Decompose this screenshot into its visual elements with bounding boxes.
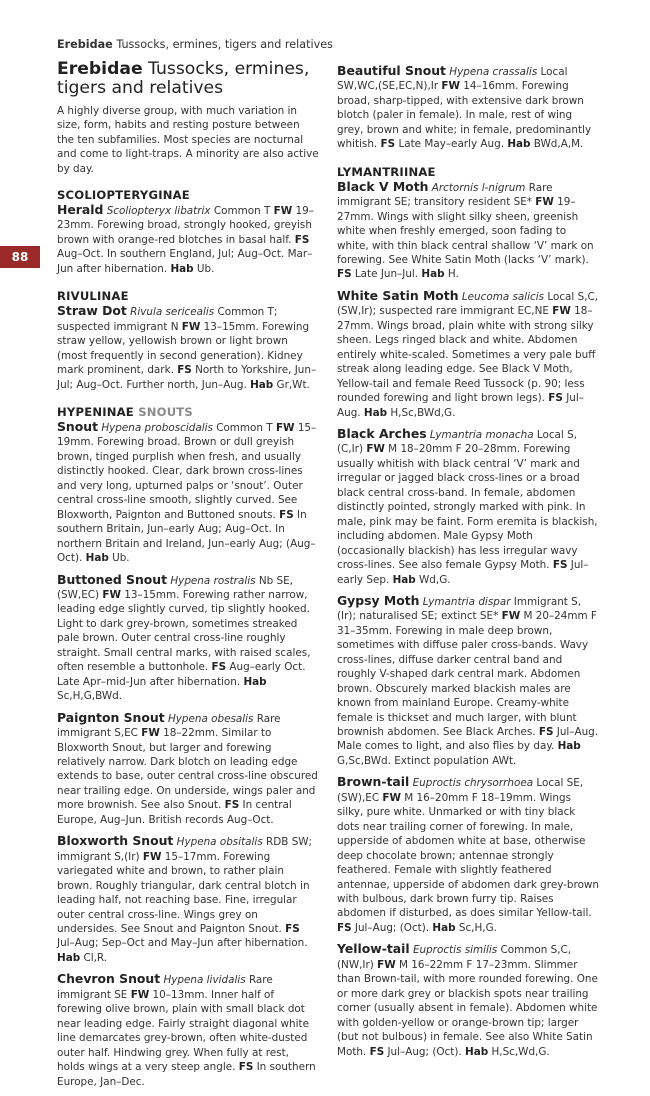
subfamily-heading: RIVULINAE bbox=[57, 289, 129, 304]
subfamily-heading: HYPENINAE SNOUTS bbox=[57, 405, 193, 420]
species-entry-bloxworth-snout: Bloxworth Snout Hypena obsitalis RDB SW; immigrant S,(Ir) FW 15–17mm. Forewing variegated white and brown, to rather plain brown. Roughly triangular, dark central blotch in leading half, not reaching base. Fine, irregular outer central cross-line. Wings grey on undersides. See Snout and Paignton Snout. FS Jul–Aug; Sep–Oct and May–Jun after hibernation. Hab Cl,R. bbox=[57, 833, 313, 964]
running-head: Erebidae Tussocks, ermines, tigers and relatives bbox=[57, 38, 333, 51]
subfamily-heading: SCOLIOPTERYGINAE bbox=[57, 188, 190, 203]
species-entry-gypsy-moth: Gypsy Moth Lymantria dispar Immigrant S,(Ir); naturalised SE; extinct SE* FW M 20–24mm F 31–35mm. Forewing in male deep brown, sometimes with diffuse paler cross-bands. Wavy cross-lines, diffuse darker central band and roughly V-shaped dark central mark. Abdomen brown. Obscurely marked blackish males are known from mainland Europe. Creamy-white female is thickset and much larger, with blunt brownish abdomen. See Black Arches. FS Jul–Aug. Male comes to light, and also flies by day. Hab G,Sc,BWd. Extinct population AWt. bbox=[337, 592, 599, 767]
species-entry-paignton-snout: Paignton Snout Hypena obesalis Rare immigrant S,EC FW 18–22mm. Similar to Bloxworth Snout, but larger and forewing relatively narrow. Dark blotch on leading edge extends to base, outer central cross-line obscured near trailing edge. On underside, wings paler and more brownish. See also Snout. FS In central Europe, Aug–Jun. British records Aug–Oct. bbox=[57, 709, 318, 826]
species-entry-buttoned-snout: Buttoned Snout Hypena rostralis Nb SE,(SW,EC) FW 13–15mm. Forewing rather narrow, leading edge slightly curved, tip slightly hooked. Light to dark grey-brown, sometimes streaked pale brown. Outer central cross-line roughly straight. Small central marks, with raised scales, often resemble a buttonhole. FS Aug–early Oct. Late Apr–mid-Jun after hibernation. Hab Sc,H,G,BWd. bbox=[57, 571, 311, 703]
section-intro: A highly diverse group, with much variation in size, form, habits and resting posture between the ten subfamilies. Most species are nocturnal and come to light-traps. A minority are also active by day. bbox=[57, 105, 319, 175]
species-entry-black-v-moth: Black V Moth Arctornis l-nigrum Rare immigrant SE; transitory resident SE* FW 19–27mm. Wings with slight silky sheen, greenish white when freshly emerged, soon fading to white, with thin black central shallow ‘V’ mark on forewing. See White Satin Moth (lacks ‘V’ mark). FS Late Jun–Jul. Hab H. bbox=[337, 178, 594, 281]
page-number-tab: 88 bbox=[0, 246, 40, 268]
species-entry-snout: Snout Hypena proboscidalis Common T FW 15–19mm. Forewing broad. Brown or dull greyish brown, tinged purplish when fresh, and usually distinctly hooked. Clear, dark brown cross-lines and very long, upturned palps or ‘snout’. Outer central cross-line smooth, slightly curved. See Bloxworth, Paignton and Buttoned snouts. FS In southern Britain, Jun–early Aug; Aug–Oct. In northern Britain and Ireland, Jun–early Aug; (Aug–Oct). Hab Ub. bbox=[57, 419, 317, 565]
species-entry-yellow-tail: Yellow-tail Euproctis similis Common S,C,(NW,Ir) FW M 16–22mm F 17–23mm. Slimmer than Brown-tail, with more rounded forewing. One or more dark grey or blackish spots near trailing corner (usually absent in female). Abdomen white with golden-yellow or orange-brown tip; larger (but not bulbous) in female. See also White Satin Moth. FS Jul–Aug; (Oct). Hab H,Sc,Wd,G. bbox=[337, 941, 598, 1058]
species-entry-white-satin-moth: White Satin Moth Leucoma salicis Local S,C,(SW,Ir); suspected rare immigrant EC,NE FW 18–27mm. Wings broad, plain white with strong silky sheen. Legs ringed black and white. Abdomen entirely white-scaled. Sometimes a very pale buff streak along leading edge. See Black V Moth, Yellow-tail and female Reed Tussock (p. 90; less rounded forewing and light brown legs). FS Jul–Aug. Hab H,Sc,BWd,G. bbox=[337, 287, 599, 419]
section-title: Erebidae Tussocks, ermines, tigers and relatives bbox=[57, 59, 310, 98]
species-entry-chevron-snout: Chevron Snout Hypena lividalis Rare immigrant SE FW 10–13mm. Inner half of forewing olive brown, plain with small black dot near leading edge. Fairly straight diagonal white line demarcates grey-brown, often white-dusted outer half. Hindwing grey. When fully at rest, holds wings at a very steep angle. FS In southern Europe, Jan–Dec. bbox=[57, 971, 316, 1088]
right-column bbox=[337, 64, 599, 1066]
species-entry-black-arches: Black Arches Lymantria monacha Local S,(C,Ir) FW M 18–20mm F 20–28mm. Forewing usually whitish with black central ‘V’ mark and irregular or jagged black cross-lines or a broad black central cross-band. In female, abdomen distinctly pointed, strongly marked with pink. In male, pink may be faint. Form eremita is blackish, including abdomen. Male Gypsy Moth (occasionally blackish) has less irregular wavy cross-lines. See also female Gypsy Moth. FS Jul–early Sep. Hab Wd,G. bbox=[337, 425, 598, 586]
subfamily-heading: LYMANTRIINAE bbox=[337, 164, 436, 179]
left-column bbox=[57, 60, 319, 1096]
species-entry-straw-dot: Straw Dot Rivula sericealis Common T; suspected immigrant N FW 13–15mm. Forewing straw yellow, yellowish brown or light brown (most frequently in second generation). Kidney mark prominent, dark. FS North to Yorkshire, Jun–Jul; Aug–Oct. Further north, Jun–Aug. Hab Gr,Wt. bbox=[57, 303, 317, 391]
species-entry-beautiful-snout: Beautiful Snout Hypena crassalis Local SW,WC,(SE,EC,N),Ir FW 14–16mm. Forewing broad, sharp-tipped, with extensive dark brown blotch (paler in female). In male, rest of wing grey, brown and white; in female, predominantly whitish. FS Late May–early Aug. Hab BWd,A,M. bbox=[337, 63, 592, 151]
species-entry-herald: Herald Scoliopteryx libatrix Common T FW 19–23mm. Forewing broad, strongly hooked, greyish brown with orange-red blotches in basal half. FS Aug–Oct. In southern England, Jul; Aug–Oct. Mar–Jun after hibernation. Hab Ub. bbox=[57, 202, 314, 275]
species-entry-brown-tail: Brown-tail Euproctis chrysorrhoea Local SE,(SW),EC FW M 16–20mm F 18–19mm. Wings silky, pure white. Unmarked or with tiny black dots near trailing corner of forewing. In male, upperside of abdomen white at base, otherwise deep chocolate brown; antennae strongly feathered. Female with slightly feathered antennae, upperside of abdomen dark grey-brown with bulbous, dark brown furry tip. Raises abdomen if disturbed, as does similar Yellow-tail. FS Jul–Aug; (Oct). Hab Sc,H,G. bbox=[337, 774, 600, 934]
